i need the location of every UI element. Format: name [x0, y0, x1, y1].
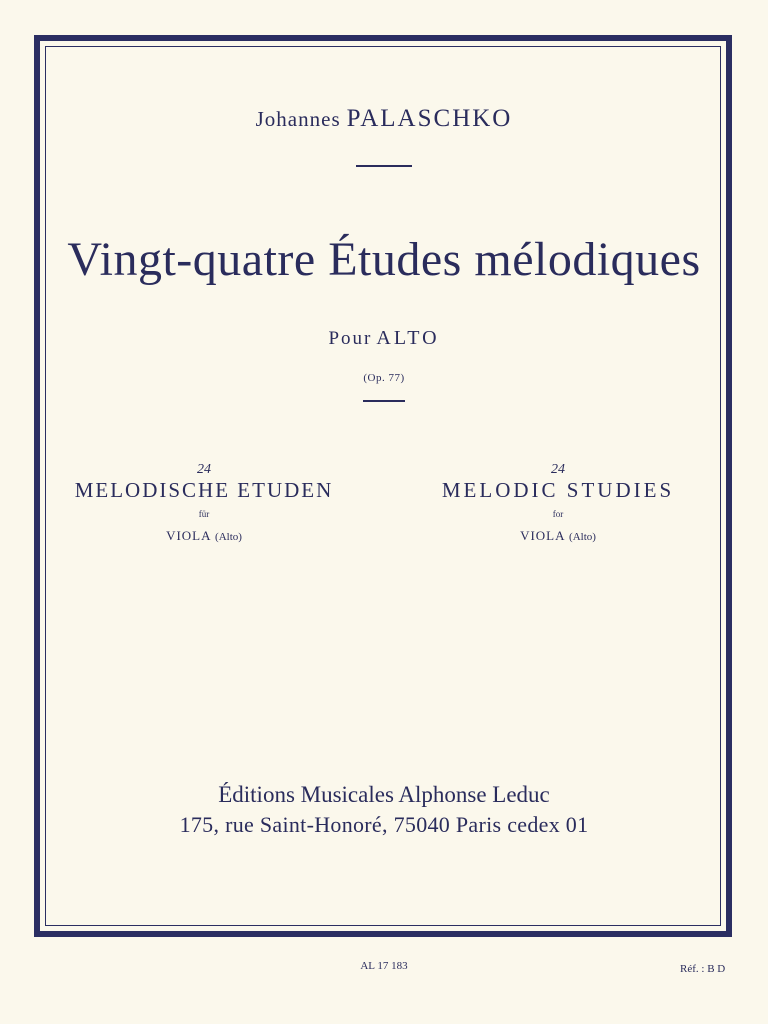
- composer-last-name: PALASCHKO: [346, 105, 513, 132]
- english-instrument-paren: (Alto): [569, 531, 596, 543]
- pour-prefix: Pour: [328, 328, 373, 349]
- german-number: 24: [197, 462, 211, 477]
- german-title: MELODISCHE ETUDEN: [74, 478, 334, 502]
- reference-code: Réf. : B D: [680, 963, 726, 975]
- pour-instrument: ALTO: [376, 327, 440, 349]
- german-instrument-paren: (Alto): [215, 531, 242, 543]
- german-title-block: [39, 462, 369, 544]
- english-title-block: [393, 462, 723, 544]
- divider-top: [356, 165, 412, 167]
- opus-number: (Op. 77): [363, 372, 405, 384]
- german-instrument-line: [39, 528, 369, 544]
- english-instrument-line: [393, 528, 723, 544]
- work-title: Vingt-quatre Études mélodiques: [67, 233, 701, 286]
- english-preposition: for: [552, 509, 564, 519]
- catalog-number: AL 17 183: [360, 960, 408, 972]
- german-preposition: für: [198, 509, 210, 519]
- english-instrument: VIOLA: [520, 528, 565, 543]
- divider-opus: [363, 400, 405, 402]
- english-number: 24: [551, 462, 565, 477]
- composer-name: [0, 105, 768, 133]
- composer-first-name: Johannes: [255, 107, 341, 131]
- german-instrument: VIOLA: [166, 528, 211, 543]
- publisher-address: 175, rue Saint-Honoré, 75040 Paris cedex 01: [179, 812, 589, 837]
- english-title: MELODIC STUDIES: [441, 478, 675, 502]
- instrument-line: [0, 327, 768, 350]
- publisher-name: Éditions Musicales Alphonse Leduc: [218, 782, 550, 807]
